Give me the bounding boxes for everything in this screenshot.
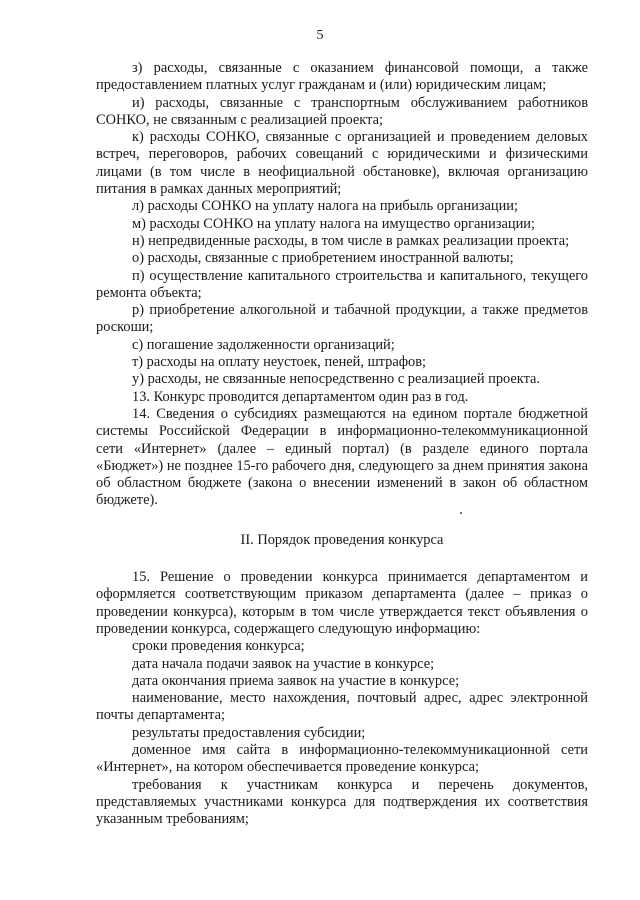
clause-13: 13. Конкурс проводится департаментом один раз в год. — [132, 388, 469, 405]
announcement-item-terms: сроки проведения конкурса; — [132, 638, 305, 655]
page-number: 5 — [316, 28, 324, 43]
announcement-item-contacts: наименование, место нахождения, почтовый адрес, адрес электронной почты департамента; — [96, 690, 588, 724]
item-t: т) расходы на оплату неустоек, пеней, штрафов; — [132, 354, 427, 371]
announcement-item-results: результаты предоставления субсидии; — [132, 724, 366, 741]
announcement-item-domain: доменное имя сайта в информационно-телекоммуникационной сети «Интернет», на котором обеспечивается проведение конкурса; — [96, 741, 588, 776]
announcement-item-requirements: требования к участникам конкурса и перечень документов, представляемых участниками конкурса для подтверждения их соответствия указанным требованиям; — [96, 776, 588, 828]
item-u: у) расходы, не связанные непосредственно с реализацией проекта. — [132, 371, 541, 388]
item-z: з) расходы, связанные с оказанием финансовой помощи, а также предоставлением платных услуг гражданам и (или) юридическим лицам; — [96, 60, 588, 94]
item-s: с) погашение задолженности организаций; — [132, 336, 395, 353]
clause-14: 14. Сведения о субсидиях размещаются на едином портале бюджетной системы Российской Федерации в информационно-телекоммуникационной сети «Интернет» (далее – единый портал) (в разделе единого портала «Бюджет») не позднее 15-го рабочего дня, следующего за днем принятия закона об областном бюджете (закона о внесении изменений в закон об областном бюджете). — [96, 405, 588, 509]
item-o: о) расходы, связанные с приобретением иностранной валюты; — [132, 250, 514, 267]
item-l: л) расходы СОНКО на уплату налога на прибыль организации; — [132, 198, 519, 215]
announcement-item-end-date: дата окончания приема заявок на участие в конкурсе; — [132, 672, 460, 689]
item-m: м) расходы СОНКО на уплату налога на имущество организации; — [132, 215, 535, 232]
scan-speck — [460, 512, 462, 514]
item-k: к) расходы СОНКО, связанные с организацией и проведением деловых встреч, переговоров, рабочих совещаний с юридическими и физическими лицами (в том числе в неофициальной обстановке), включая организацию питания в рамках данных мероприятий; — [96, 129, 588, 198]
announcement-item-start-date: дата начала подачи заявок на участие в конкурсе; — [132, 655, 435, 672]
item-p: п) осуществление капитального строительства и капитального, текущего ремонта объекта; — [96, 267, 588, 301]
item-n: н) непредвиденные расходы, в том числе в рамках реализации проекта; — [132, 232, 570, 249]
document-body — [96, 60, 588, 828]
clause-15: 15. Решение о проведении конкурса принимается департаментом и оформляется соответствующим приказом департамента (далее – приказ о проведении конкурса), которым в том числе утверждается текст объявления о проведении конкурса, содержащего следующую информацию: — [96, 569, 588, 637]
section-heading: II. Порядок проведения конкурса — [240, 531, 444, 548]
item-r: р) приобретение алкогольной и табачной продукции, а также предметов роскоши; — [96, 302, 588, 336]
item-i: и) расходы, связанные с транспортным обслуживанием работников СОНКО, не связанным с реализацией проекта; — [96, 94, 588, 128]
